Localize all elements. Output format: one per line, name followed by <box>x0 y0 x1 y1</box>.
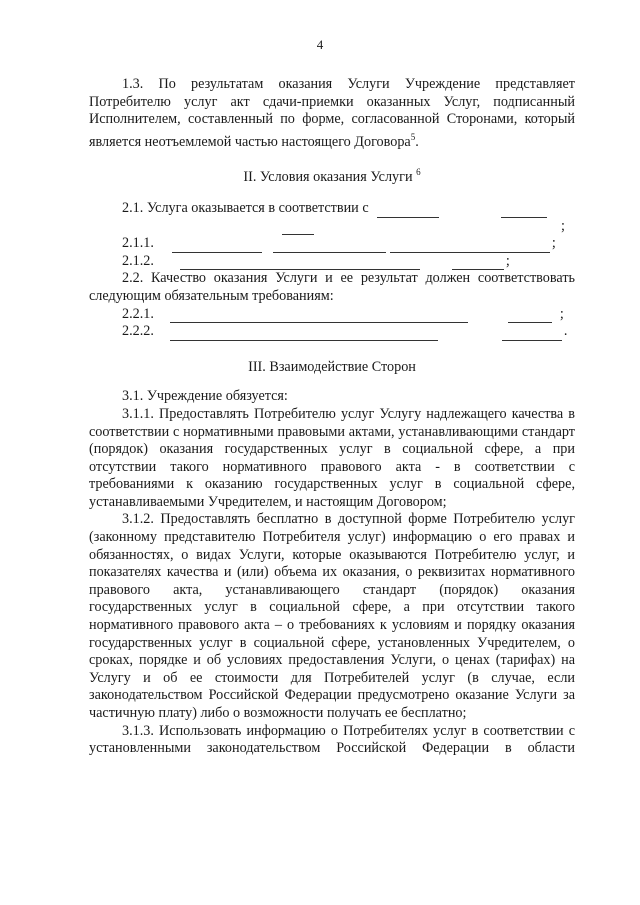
blank-line <box>170 327 438 341</box>
blank-line <box>501 204 547 218</box>
semicolon: ; <box>551 235 556 252</box>
semicolon: ; <box>561 217 565 234</box>
clause-3-1: 3.1. Учреждение обязуется: <box>122 388 288 405</box>
blank-line <box>390 239 550 253</box>
blank-line <box>180 256 420 270</box>
blank-line <box>452 256 504 270</box>
clause-2-2: 2.2. Качество оказания Услуги и ее результат должен соответствовать следующим обязательным требованиям: <box>89 270 575 304</box>
clause-2-1 <box>89 200 575 218</box>
clause-2-1-2 <box>89 253 575 271</box>
blank-line <box>273 239 386 253</box>
clause-3-1-3: 3.1.3. Использовать информацию о Потребителях услуг в соответствии с установленными законодательством Российской Федерации в области <box>89 722 575 757</box>
clause-2-1-1 <box>89 235 575 253</box>
blank-line <box>170 309 468 323</box>
clause-2-2-2-label: 2.2.2. <box>122 323 154 340</box>
blank-line <box>282 226 314 235</box>
clause-2-2-2 <box>89 323 575 341</box>
clause-2-1-cont <box>89 218 575 236</box>
blank-line <box>377 204 439 218</box>
semicolon: ; <box>505 252 510 269</box>
blank-line <box>508 314 552 323</box>
clause-1-3 <box>89 76 575 151</box>
section-3-title: III. Взаимодействие Сторон <box>248 358 416 375</box>
blank-line <box>502 327 562 341</box>
section-2-title-text: II. Условия оказания Услуги <box>243 169 413 186</box>
period: . <box>563 323 568 340</box>
semicolon: ; <box>559 305 564 322</box>
document-body <box>89 76 575 758</box>
clause-2-2-1 <box>89 306 575 324</box>
clause-3-1-2: 3.1.2. Предоставлять бесплатно в доступной форме Потребителю услуг (законному представителю Потребителя услуг) информацию о его правах и обязанностях, о видах Услуги, которые оказываются Потребителю услуг, и показателях качества и (или) объема их оказания, о реквизитах нормативного правового акта, устанавливающего стандарт (порядок) оказания государственных услуг в социальной сфере, а при отсутствии такого нормативного правового акта – о требованиях к условиям и порядку оказания государственных услуг в социальной сфере, установленных Учредителем, о сроках, порядке и об условиях предоставления Услуги, о ценах (тарифах) на Услугу и об ее стоимости для Потребителей услуг (в случае, если законодательством Российской Федерации предусмотрено оказание Услуги за частичную плату) либо о возможности получать ее бесплатно; <box>89 511 575 721</box>
footnote-mark-5: 5 <box>410 131 416 142</box>
page-number: 4 <box>316 37 324 52</box>
clause-3-1-1: 3.1.1. Предоставлять Потребителю услуг Услугу надлежащего качества в соответствии с нормативными правовыми актами, устанавливающими стандарт (порядок) оказания государственных услуг в социальной сфере, а при отсутствии такого нормативного правового акта - в соответствии с требованиями к оказанию государственных услуг в социальной сфере, устанавливаемыми Учредителем, и настоящим Договором; <box>89 405 575 510</box>
section-2-title <box>89 164 575 187</box>
blank-line <box>172 239 262 253</box>
clause-2-1-2-label: 2.1.2. <box>122 252 154 269</box>
clause-1-3-end: . <box>415 133 419 150</box>
clause-2-2-1-label: 2.2.1. <box>122 305 154 322</box>
clause-1-3-text: 1.3. По результатам оказания Услуги Учреждение представляет Потребителю услуг акт сдачи-приемки оказанных Услуг, подписанный Исполнителем, составленный по форме, согласованной Сторонами, который является неотъемлемой частью настоящего Договора <box>89 76 575 150</box>
footnote-mark-6: 6 <box>416 167 421 178</box>
clause-2-1-1-label: 2.1.1. <box>122 235 154 252</box>
clause-2-1-label: 2.1. Услуга оказывается в соответствии с <box>122 199 369 216</box>
